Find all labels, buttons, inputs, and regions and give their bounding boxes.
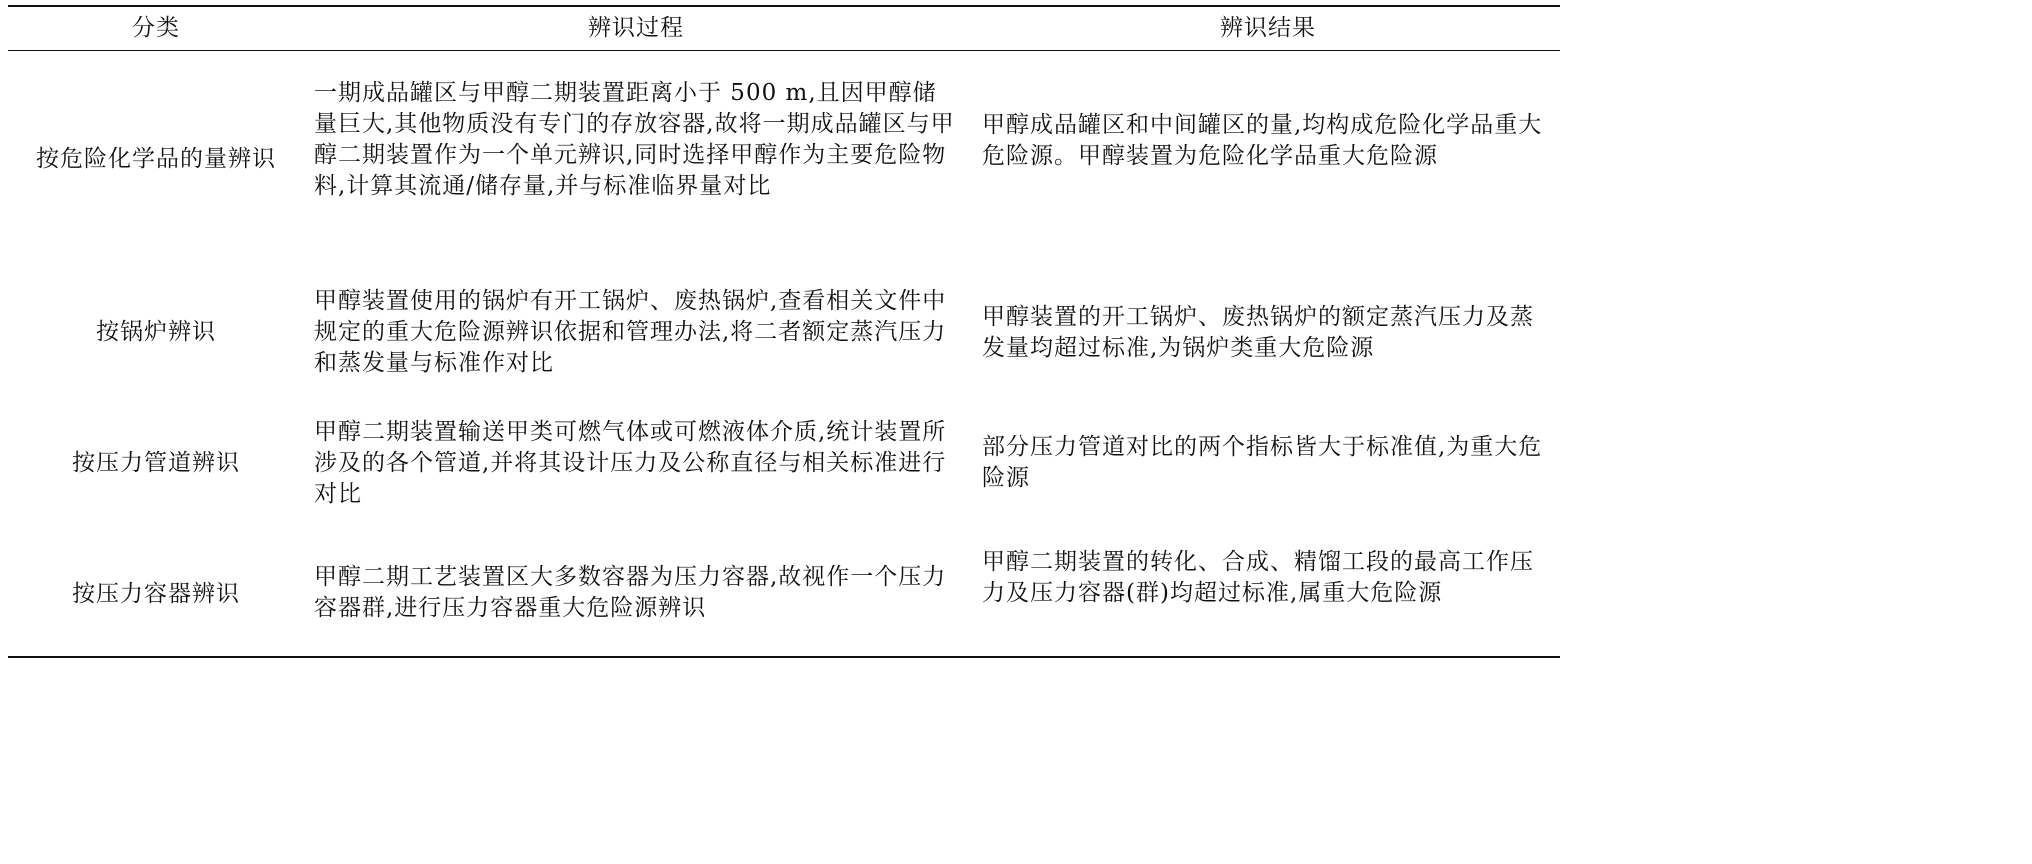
- row-process: 甲醇二期工艺装置区大多数容器为压力容器,故视作一个压力容器群,进行压力容器重大危险源辨识: [314, 564, 947, 621]
- row-process: 一期成品罐区与甲醇二期装置距离小于 500 m,且因甲醇储量巨大,其他物质没有专门的存放容器,故将一期成品罐区与甲醇二期装置作为一个单元辨识,同时选择甲醇作为主要危险物料,计算其流通/储存量,并与标准临界量对比: [314, 80, 955, 199]
- row-category: 按压力管道辨识: [72, 449, 240, 476]
- header-category: 分类: [132, 14, 180, 41]
- header-result: 辨识结果: [1220, 14, 1316, 41]
- row-category: 按压力容器辨识: [72, 580, 240, 607]
- table-top-rule: [8, 5, 1560, 7]
- row-process: 甲醇装置使用的锅炉有开工锅炉、废热锅炉,查看相关文件中规定的重大危险源辨识依据和管理办法,将二者额定蒸汽压力和蒸发量与标准作对比: [314, 288, 947, 376]
- table-bottom-rule: [8, 656, 1560, 658]
- row-result: 甲醇成品罐区和中间罐区的量,均构成危险化学品重大危险源。甲醇装置为危险化学品重大危险源: [982, 112, 1543, 169]
- row-category: 按危险化学品的量辨识: [36, 145, 276, 172]
- row-result: 部分压力管道对比的两个指标皆大于标准值,为重大危险源: [982, 434, 1543, 491]
- header-process: 辨识过程: [588, 14, 684, 41]
- row-result: 甲醇二期装置的转化、合成、精馏工段的最高工作压力及压力容器(群)均超过标准,属重大危险源: [982, 549, 1534, 606]
- header-rule: [8, 50, 1560, 51]
- row-process: 甲醇二期装置输送甲类可燃气体或可燃液体介质,统计装置所涉及的各个管道,并将其设计压力及公称直径与相关标准进行对比: [314, 419, 947, 507]
- row-category: 按锅炉辨识: [96, 318, 216, 345]
- row-result: 甲醇装置的开工锅炉、废热锅炉的额定蒸汽压力及蒸发量均超过标准,为锅炉类重大危险源: [982, 304, 1534, 361]
